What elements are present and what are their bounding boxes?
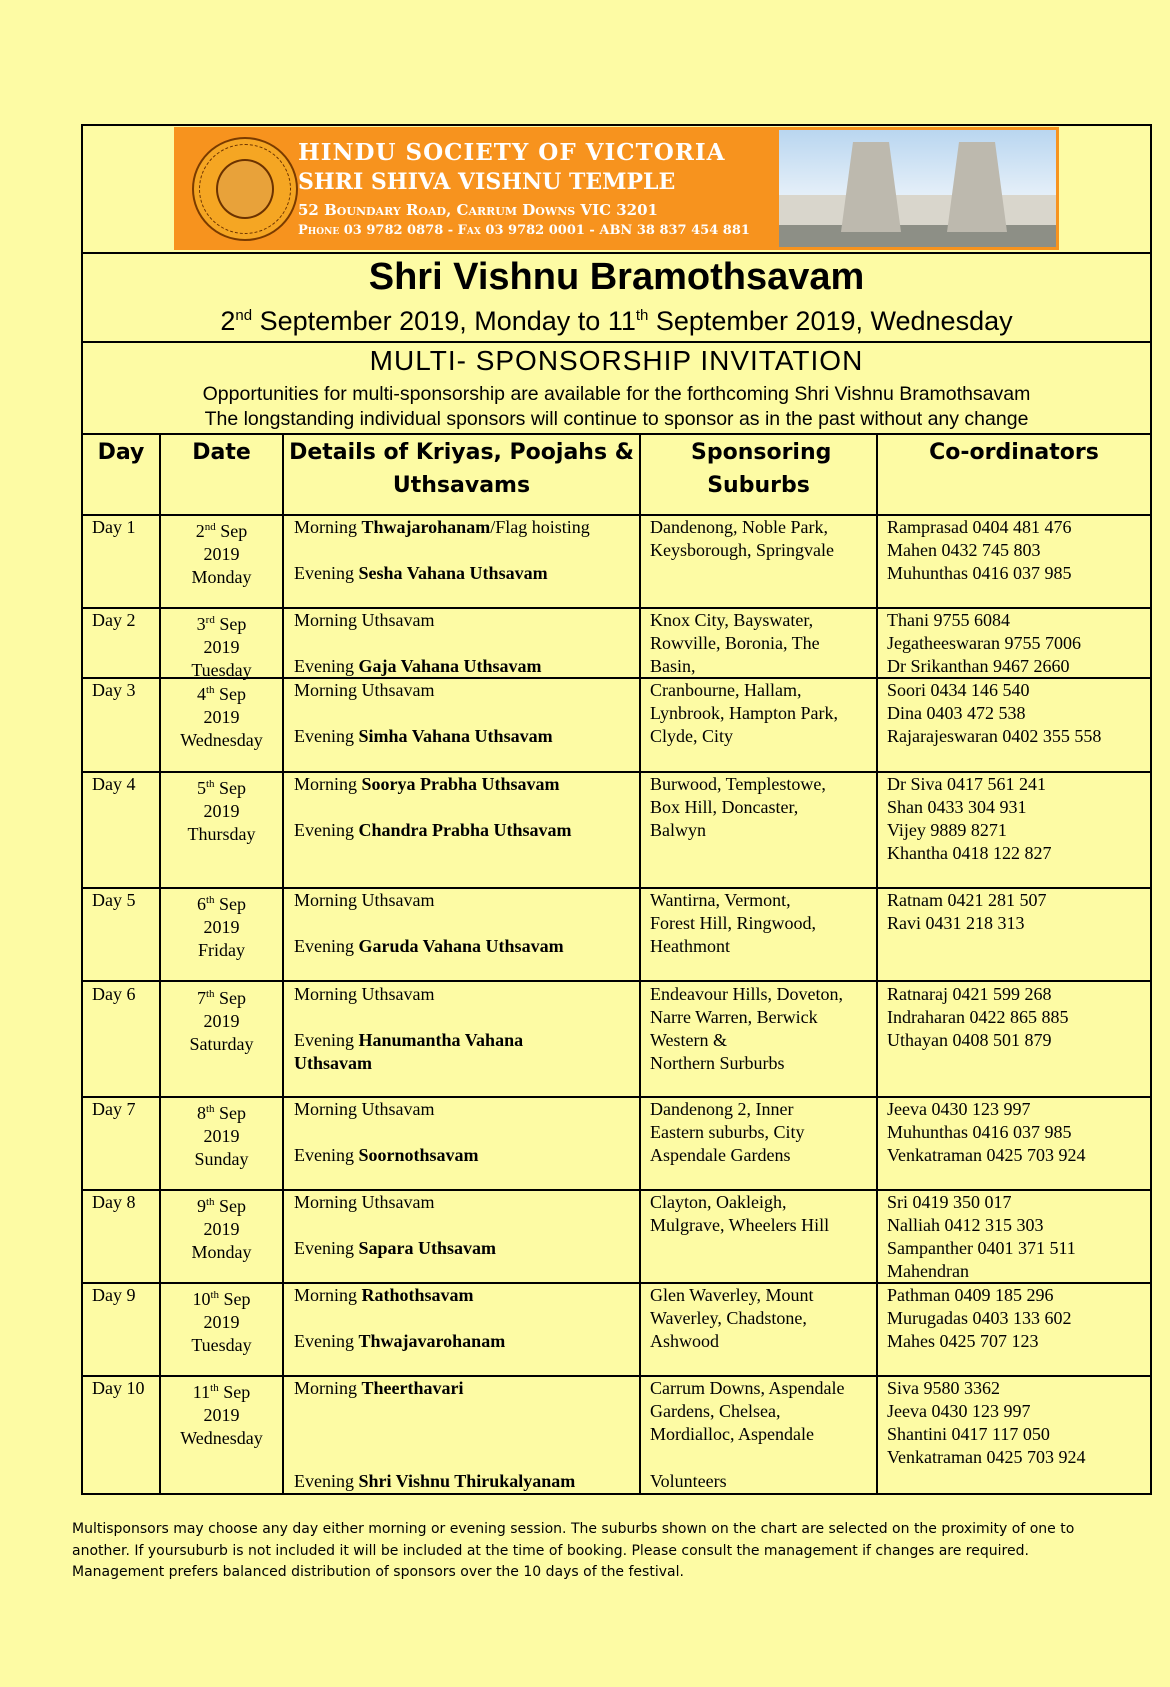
date-weekday: Wednesday [180,730,263,750]
coordinator-line: Pathman 0409 185 296 [887,1285,1054,1305]
morning-label: Morning Uthsavam [294,1192,435,1212]
date-cell [161,773,282,846]
evening-event [294,1029,523,1075]
evening-label: Evening [294,726,359,746]
coordinators [887,1098,1085,1167]
suburb-line: Mulgrave, Wheelers Hill [650,1215,830,1235]
evening-ritual: Gaja Vahana Uthsavam [358,656,542,676]
evening-label: Evening [294,1145,359,1165]
suburb-line: Waverley, Chadstone, [650,1308,807,1328]
header-suburbs: Sponsoring Suburbs [691,440,832,498]
coordinators [887,889,1047,935]
coordinator-line: Vijey 9889 8271 [887,820,1007,840]
date-cell [161,609,282,682]
coordinator-line: Thani 9755 6084 [887,610,1010,630]
sponsoring-suburbs [650,1191,829,1237]
coordinator-line: Muhunthas 0416 037 985 [887,1122,1072,1142]
date-weekday: Monday [191,1242,252,1262]
coordinator-line: Jeeva 0430 123 997 [887,1099,1031,1119]
divider [81,252,1152,254]
day-label: Day 5 [92,890,136,910]
column-divider [639,434,641,1495]
evening-ritual: Simha Vahana Uthsavam [358,726,553,746]
suburb-line: Forest Hill, Ringwood, [650,913,817,933]
coordinator-line: Dr Siva 0417 561 241 [887,774,1046,794]
date-month: Sep [214,894,247,914]
morning-label: Morning Uthsavam [294,1099,435,1119]
suburb-line: Clayton, Oakleigh, [650,1192,787,1212]
intro-line: Opportunities for multi-sponsorship are available for the forthcoming Shri Vishnu Bramothsavam [202,383,1031,405]
coordinator-line: Venkatraman 0425 703 924 [887,1447,1086,1467]
date-suffix: th [205,894,215,906]
suburb-line: Endeavour Hills, Doveton, [650,984,843,1004]
evening-ritual: Hanumantha Vahana [358,1030,524,1050]
suburb-line: Ashwood [650,1331,720,1351]
date-month: Sep [219,1289,251,1309]
evening-label: Evening [294,1238,359,1258]
coordinator-line: Sampanther 0401 371 511 [887,1238,1076,1258]
morning-event [294,983,434,1006]
coordinator-line: Soori 0434 146 540 [887,680,1030,700]
suburb-line: Northern Surburbs [650,1053,785,1073]
evening-event [294,1470,575,1493]
coordinator-line: Mahes 0425 707 123 [887,1331,1039,1351]
evening-label: Evening [294,1331,359,1351]
header-day: Day [97,440,145,465]
day-label: Day 7 [92,1099,136,1119]
day-label: Day 8 [92,1192,136,1212]
coordinator-line: Mahen 0432 745 803 [887,540,1041,560]
evening-event [294,1144,479,1167]
date-month: Sep [214,1103,247,1123]
evening-event [294,1330,505,1353]
intro-line: The longstanding individual sponsors will continue to sponsor as in the past without any change [204,408,1029,430]
suburb-line: Dandenong 2, Inner [650,1099,794,1119]
date-cell [161,983,282,1056]
day-label: Day 2 [92,610,136,630]
evening-event [294,725,553,748]
suburb-line: Dandenong, Noble Park, [650,517,828,537]
date-year: 2019 [203,637,240,657]
banner-org: HINDU SOCIETY OF VICTORIA [298,139,726,166]
evening-label: Evening [294,820,359,840]
suburb-line: Western & [650,1030,728,1050]
date-weekday: Sunday [194,1149,249,1169]
evening-ritual-cont: Uthsavam [294,1053,373,1073]
morning-label: Morning [294,517,362,537]
coordinator-line: Rajarajeswaran 0402 355 558 [887,726,1102,746]
evening-label: Evening [294,656,359,676]
sponsoring-suburbs [650,1377,844,1446]
coordinator-line: Ratnaraj 0421 599 268 [887,984,1052,1004]
date-day: 9 [196,1196,206,1216]
suburb-line: Keysborough, Springvale [650,540,834,560]
suburb-line: Balwyn [650,820,706,840]
date-month: Sep [218,1382,251,1402]
divider [81,433,1152,435]
coordinators [887,1191,1076,1283]
date-month: Sep [214,614,247,634]
suburb-line: Cranbourne, Hallam, [650,680,802,700]
morning-note: /Flag hoisting [490,517,590,537]
date-suffix: th [210,1382,219,1394]
sponsoring-suburbs [650,516,834,562]
date-weekday: Monday [191,567,252,587]
column-divider [282,434,284,1495]
date-day: 10 [192,1289,211,1309]
date-weekday: Wednesday [180,1428,263,1448]
coordinators [887,679,1101,748]
evening-ritual: Sesha Vahana Uthsavam [358,563,548,583]
suburb-line: Glen Waverley, Mount [650,1285,814,1305]
temple-banner [174,127,1059,250]
invitation-heading: MULTI- SPONSORSHIP INVITATION [369,345,864,376]
date-year: 2019 [203,1219,240,1239]
coordinator-line: Shan 0433 304 931 [887,797,1027,817]
evening-event [294,655,542,678]
note-line: another. If yoursuburb is not included it will be included at the time of booking. Please consult the management if changes are required. [72,1542,1029,1559]
morning-event [294,679,434,702]
day-label: Day 9 [92,1285,136,1305]
banner-temple: SHRI SHIVA VISHNU TEMPLE [298,169,676,195]
suburb-line: Aspendale Gardens [650,1145,791,1165]
coordinators [887,773,1051,865]
evening-ritual: Chandra Prabha Uthsavam [358,820,572,840]
coordinators [887,609,1081,678]
morning-ritual: Thwajarohanam [361,517,491,537]
morning-event [294,1191,434,1214]
date-suffix: th [205,988,215,1000]
morning-event [294,1098,434,1121]
morning-event [294,773,560,796]
date-weekday: Friday [198,940,245,960]
sponsoring-suburbs [650,889,816,958]
morning-label: Morning [294,774,362,794]
suburb-line: Heathmont [650,936,730,956]
coordinator-line: Indraharan 0422 865 885 [887,1007,1069,1027]
date-weekday: Thursday [187,824,256,844]
evening-ritual: Shri Vishnu Thirukalyanam [358,1471,576,1491]
date-year: 2019 [203,1126,240,1146]
header-details: Details of Kriyas, Poojahs & Uthsavams [289,440,634,498]
suburb-line: Carrum Downs, Aspendale [650,1378,845,1398]
coordinator-line: Ramprasad 0404 481 476 [887,517,1072,537]
coordinator-line: Sri 0419 350 017 [887,1192,1012,1212]
coordinator-line: Muhunthas 0416 037 985 [887,563,1072,583]
page-title: Shri Vishnu Bramothsavam [368,256,865,298]
coordinator-line: Nalliah 0412 315 303 [887,1215,1044,1235]
suburb-line: Mordialloc, Aspendale [650,1424,814,1444]
morning-event [294,609,434,632]
morning-ritual: Soorya Prabha Uthsavam [361,774,560,794]
suburb-line: Wantirna, Vermont, [650,890,791,910]
coordinators [887,983,1068,1052]
date-year: 2019 [203,917,240,937]
sponsoring-suburbs [650,773,826,842]
evening-ritual: Sapara Uthsavam [358,1238,497,1258]
date-day: 8 [196,1103,206,1123]
morning-event [294,516,590,539]
date-day: 2 [195,521,205,541]
header-date: Date [192,440,251,465]
date-cell [161,679,282,752]
sponsoring-suburbs [650,1284,814,1353]
date-cell [161,1284,282,1357]
evening-ritual: Soornothsavam [358,1145,479,1165]
note-line: Multisponsors may choose any day either morning or evening session. The suburbs shown on the chart are selected on the proximity of one to [72,1521,1075,1537]
date-suffix: th [205,1196,215,1208]
sponsoring-suburbs [650,1098,805,1167]
date-suffix: th [205,1103,215,1115]
society-seal-icon [192,137,298,241]
date-cell [161,1098,282,1171]
date-day: 6 [196,894,206,914]
evening-label: Evening [294,1471,359,1491]
date-day: 5 [196,778,206,798]
morning-event [294,1377,463,1400]
coordinator-line: Dr Srikanthan 9467 2660 [887,656,1070,676]
coordinator-line: Dina 0403 472 538 [887,703,1026,723]
coordinator-line: Uthayan 0408 501 879 [887,1030,1052,1050]
date-day: 11 [192,1382,211,1402]
date-year: 2019 [203,1405,240,1425]
suburb-line: Gardens, Chelsea, [650,1401,781,1421]
day-label: Day 10 [92,1378,145,1398]
date-weekday: Tuesday [191,1335,252,1355]
footer-notes [72,1519,1087,1584]
date-day: 3 [196,614,206,634]
morning-event [294,1284,474,1307]
date-suffix: th [205,684,215,696]
date-year: 2019 [203,707,240,727]
morning-label: Morning Uthsavam [294,680,435,700]
date-suffix: th [205,778,215,790]
coordinators [887,1284,1071,1353]
evening-label: Evening [294,1030,359,1050]
date-month: Sep [214,778,247,798]
suburb-line: Knox City, Bayswater, [650,610,814,630]
coordinator-line: Murugadas 0403 133 602 [887,1308,1072,1328]
suburb-line: Rowville, Boronia, The [650,633,820,653]
suburb-line: Lynbrook, Hampton Park, [650,703,838,723]
suburb-line: Box Hill, Doncaster, [650,797,799,817]
day-label: Day 4 [92,774,136,794]
date-cell [161,1191,282,1264]
suburb-line: Eastern suburbs, City [650,1122,805,1142]
sponsoring-suburbs [650,679,838,748]
coordinators [887,1377,1085,1469]
sponsoring-suburbs [650,983,843,1075]
date-day: 7 [196,988,206,1008]
date-year: 2019 [203,801,240,821]
date-suffix: nd [204,521,216,533]
coordinators [887,516,1072,585]
banner-contact: Phone 03 9782 0878 - Fax 03 9782 0001 - ABN 38 837 454 881 [298,223,750,238]
morning-label: Morning Uthsavam [294,984,435,1004]
coordinator-line: Jeeva 0430 123 997 [887,1401,1031,1421]
date-cell [161,889,282,962]
suburbs-volunteers: Volunteers [650,1471,727,1491]
date-suffix: rd [205,614,215,626]
date-month: Sep [214,988,247,1008]
suburb-line: Narre Warren, Berwick [650,1007,818,1027]
coordinator-line: Ratnam 0421 281 507 [887,890,1047,910]
evening-label: Evening [294,936,359,956]
date-month: Sep [215,521,248,541]
date-weekday: Saturday [189,1034,254,1054]
morning-label: Morning Uthsavam [294,610,435,630]
divider [81,341,1152,343]
evening-event [294,935,564,958]
temple-photo [779,130,1056,247]
banner-address: 52 Boundary Road, Carrum Downs VIC 3201 [298,201,658,219]
row-divider [81,980,1152,982]
day-label: Day 6 [92,984,136,1004]
header-coordinators: Co-ordinators [929,440,1099,465]
date-month: Sep [214,684,247,704]
note-line: Management prefers balanced distribution of sponsors over the 10 days of the festival. [72,1564,684,1580]
coordinator-line: Khantha 0418 122 827 [887,843,1052,863]
date-suffix: th [210,1289,220,1301]
evening-label: Evening [294,563,359,583]
column-divider [876,434,878,1495]
festival-dates: 2nd September 2019, Monday to 11th September 2019, Wednesday [220,306,1013,336]
evening-event [294,1237,496,1260]
suburb-line: Basin, [650,656,696,676]
coordinator-line: Jegatheeswaran 9755 7006 [887,633,1081,653]
date-year: 2019 [203,544,240,564]
date-month: Sep [214,1196,247,1216]
evening-ritual: Garuda Vahana Uthsavam [358,936,564,956]
date-weekday: Tuesday [191,660,252,680]
coordinator-line: Shantini 0417 117 050 [887,1424,1050,1444]
evening-event [294,562,548,585]
coordinator-line: Venkatraman 0425 703 924 [887,1145,1086,1165]
suburb-line: Burwood, Templestowe, [650,774,826,794]
sponsoring-suburbs [650,609,820,678]
morning-label: Morning [294,1285,362,1305]
suburb-line: Clyde, City [650,726,734,746]
morning-ritual: Theerthavari [361,1378,464,1398]
date-year: 2019 [203,1312,240,1332]
day-label: Day 1 [92,517,136,537]
morning-ritual: Rathothsavam [361,1285,474,1305]
morning-event [294,889,434,912]
morning-label: Morning Uthsavam [294,890,435,910]
coordinator-line: Siva 9580 3362 [887,1378,1001,1398]
coordinator-line: Ravi 0431 218 313 [887,913,1025,933]
evening-event [294,819,572,842]
morning-label: Morning [294,1378,362,1398]
evening-ritual: Thwajavarohanam [358,1331,506,1351]
coordinator-line: Mahendran [887,1261,969,1281]
date-day: 4 [196,684,206,704]
date-cell [161,1377,282,1450]
date-cell [161,516,282,589]
date-year: 2019 [203,1011,240,1031]
day-label: Day 3 [92,680,136,700]
